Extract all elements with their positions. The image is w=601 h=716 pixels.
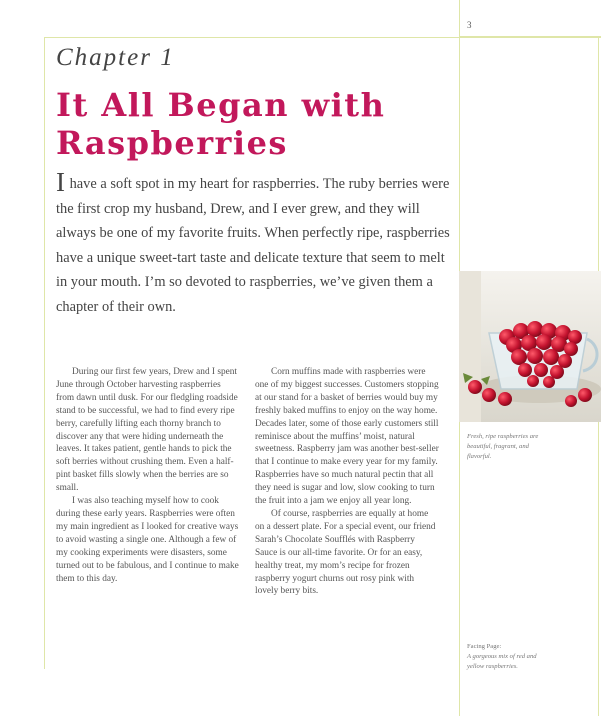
guide-line-top-right xyxy=(459,0,460,36)
body-paragraph: Of course, raspberries are equally at home on a dessert plate. For a special event, our friend Sarah’s Chocolate Soufflés with Raspberry Sauce is our all-time favorite. Or for an easy, healthy treat, my mom’s recipe for frozen raspberry yogurt churns out rosy pink with lovely berry bits. xyxy=(255,508,436,597)
photo-caption: Fresh, ripe raspberries are beautiful, fragrant, and flavorful. xyxy=(467,433,539,460)
body-column-left xyxy=(56,366,240,585)
page-number: 3 xyxy=(467,20,472,30)
intro-text: have a soft spot in my heart for raspberries. The ruby berries were the first crop my husband, Drew, and I ever grew, and they will always be one of my favorite fruits. When perfectly ripe, raspberries have a unique sweet-tart taste and delicate texture that seem to melt in your mouth. I’m so devoted to raspberries, we’ve given them a chapter of their own. xyxy=(56,176,450,315)
facing-page-label: Facing Page: xyxy=(467,643,502,650)
guide-line-left xyxy=(44,37,45,669)
body-paragraph: During our first few years, Drew and I spent June through October harvesting raspberries from dawn until dusk. For our fledgling roadside stand to be successful, we had to find every ripe berry, carefully lifting each thorny branch to discover any that were hiding underneath the leaves. It takes patient, gentle hands to pick the soft berries without crushing them. Even a half-pint basket fills slowly when the berries are so small. xyxy=(56,367,238,494)
chapter-label: Chapter 1 xyxy=(56,44,175,71)
raspberry-photo xyxy=(459,271,601,422)
chapter-title: It All Began with Raspberries xyxy=(56,86,386,162)
facing-page-text: A gorgeous mix of red and yellow raspberries. xyxy=(467,653,537,670)
guide-line-top xyxy=(44,37,601,38)
body-column-right xyxy=(255,366,439,598)
intro-paragraph xyxy=(56,167,456,319)
intro-drop-letter: I xyxy=(56,167,65,197)
body-paragraph: I was also teaching myself how to cook during these early years. Raspberries were often my main ingredient as I looked for creative ways to avoid wasting a single one. Although a few of my cooking experiments were disasters, some turned out to be fabulous, and I continue to make them to this day. xyxy=(56,496,239,584)
facing-page-caption xyxy=(467,642,547,672)
body-paragraph: Corn muffins made with raspberries were one of my biggest successes. Customers stopping at our stand for a basket of berries would buy my freshly baked muffins to enjoy on the way home. Decades later, some of those early customers still reminisce about the muffins’ moist, natural sweetness. Raspberry jam was another best-seller that I continue to make every year for my family. Raspberries have so much natural pectin that all they need is sugar and low, slow cooking to turn the fruit into a jam we enjoy all year long. xyxy=(255,367,439,507)
